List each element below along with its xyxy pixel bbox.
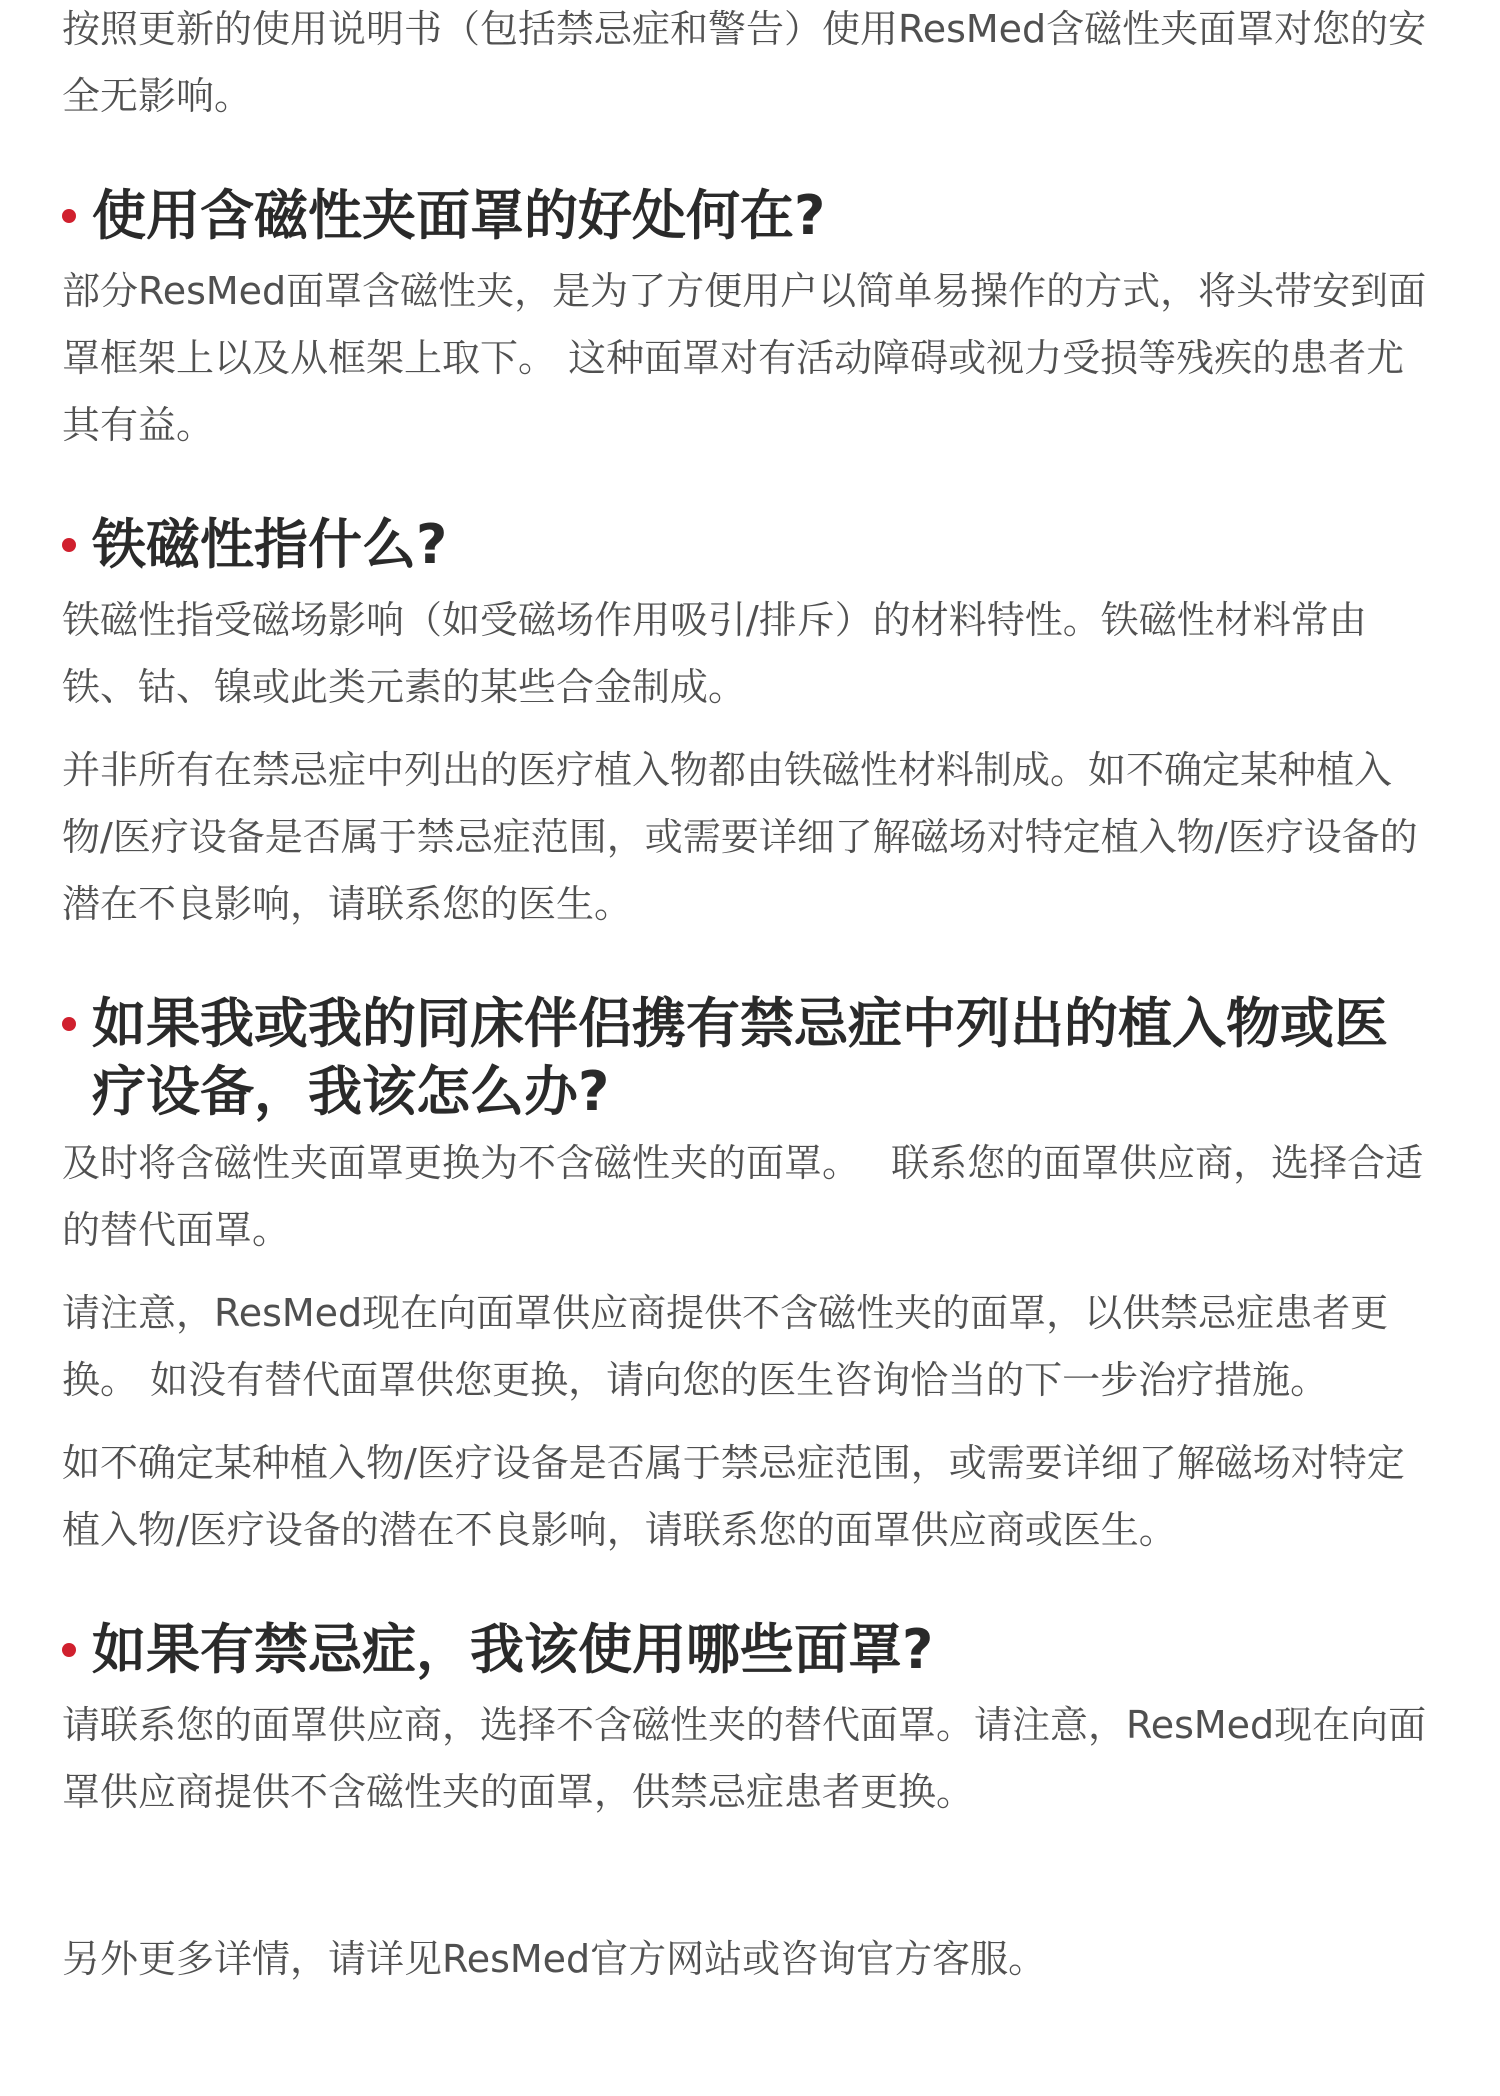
section-heading-implant-action	[62, 990, 1432, 1126]
section-paragraph: 请联系您的面罩供应商，选择不含磁性夹的替代面罩。请注意，ResMed现在向面罩供应商提供不含磁性夹的面罩，供禁忌症患者更换。	[62, 1703, 1427, 1814]
section-heading-text: 如果我或我的同床伴侣携有禁忌症中列出的植入物或医疗设备，我该怎么办?	[92, 992, 1388, 1123]
section-heading-text: 如果有禁忌症，我该使用哪些面罩?	[92, 1618, 934, 1681]
section-heading-text: 铁磁性指什么?	[92, 513, 448, 576]
section-paragraph: 部分ResMed面罩含磁性夹，是为了方便用户以简单易操作的方式，将头带安到面罩框架上以及从框架上取下。 这种面罩对有活动障碍或视力受损等残疾的患者尤其有益。	[62, 269, 1427, 447]
section-heading-which-masks	[62, 1616, 1432, 1684]
section-paragraph: 及时将含磁性夹面罩更换为不含磁性夹的面罩。 联系您的面罩供应商，选择合适的替代面罩。	[62, 1141, 1424, 1252]
section-heading-ferromagnetic	[62, 511, 1432, 579]
section-heading-text: 使用含磁性夹面罩的好处何在?	[92, 184, 826, 247]
intro-paragraph: 按照更新的使用说明书（包括禁忌症和警告）使用ResMed含磁性夹面罩对您的安全无影响。	[62, 7, 1427, 118]
red-bullet-icon	[62, 1017, 76, 1031]
section-paragraph: 如不确定某种植入物/医疗设备是否属于禁忌症范围，或需要详细了解磁场对特定植入物/医疗设备的潜在不良影响，请联系您的面罩供应商或医生。	[62, 1441, 1405, 1552]
section-heading-benefits	[62, 182, 1432, 250]
red-bullet-icon	[62, 1643, 76, 1657]
section-paragraph: 铁磁性指受磁场影响（如受磁场作用吸引/排斥）的材料特性。铁磁性材料常由铁、钴、镍或此类元素的某些合金制成。	[62, 598, 1367, 709]
red-bullet-icon	[62, 538, 76, 552]
section-paragraph: 并非所有在禁忌症中列出的医疗植入物都由铁磁性材料制成。如不确定某种植入物/医疗设备是否属于禁忌症范围，或需要详细了解磁场对特定植入物/医疗设备的潜在不良影响，请联系您的医生。	[62, 748, 1418, 926]
footer-note: 另外更多详情，请详见ResMed官方网站或咨询官方客服。	[62, 1937, 1047, 1981]
section-paragraph: 请注意，ResMed现在向面罩供应商提供不含磁性夹的面罩，以供禁忌症患者更换。 如没有替代面罩供您更换，请向您的医生咨询恰当的下一步治疗措施。	[62, 1291, 1389, 1402]
red-bullet-icon	[62, 209, 76, 223]
